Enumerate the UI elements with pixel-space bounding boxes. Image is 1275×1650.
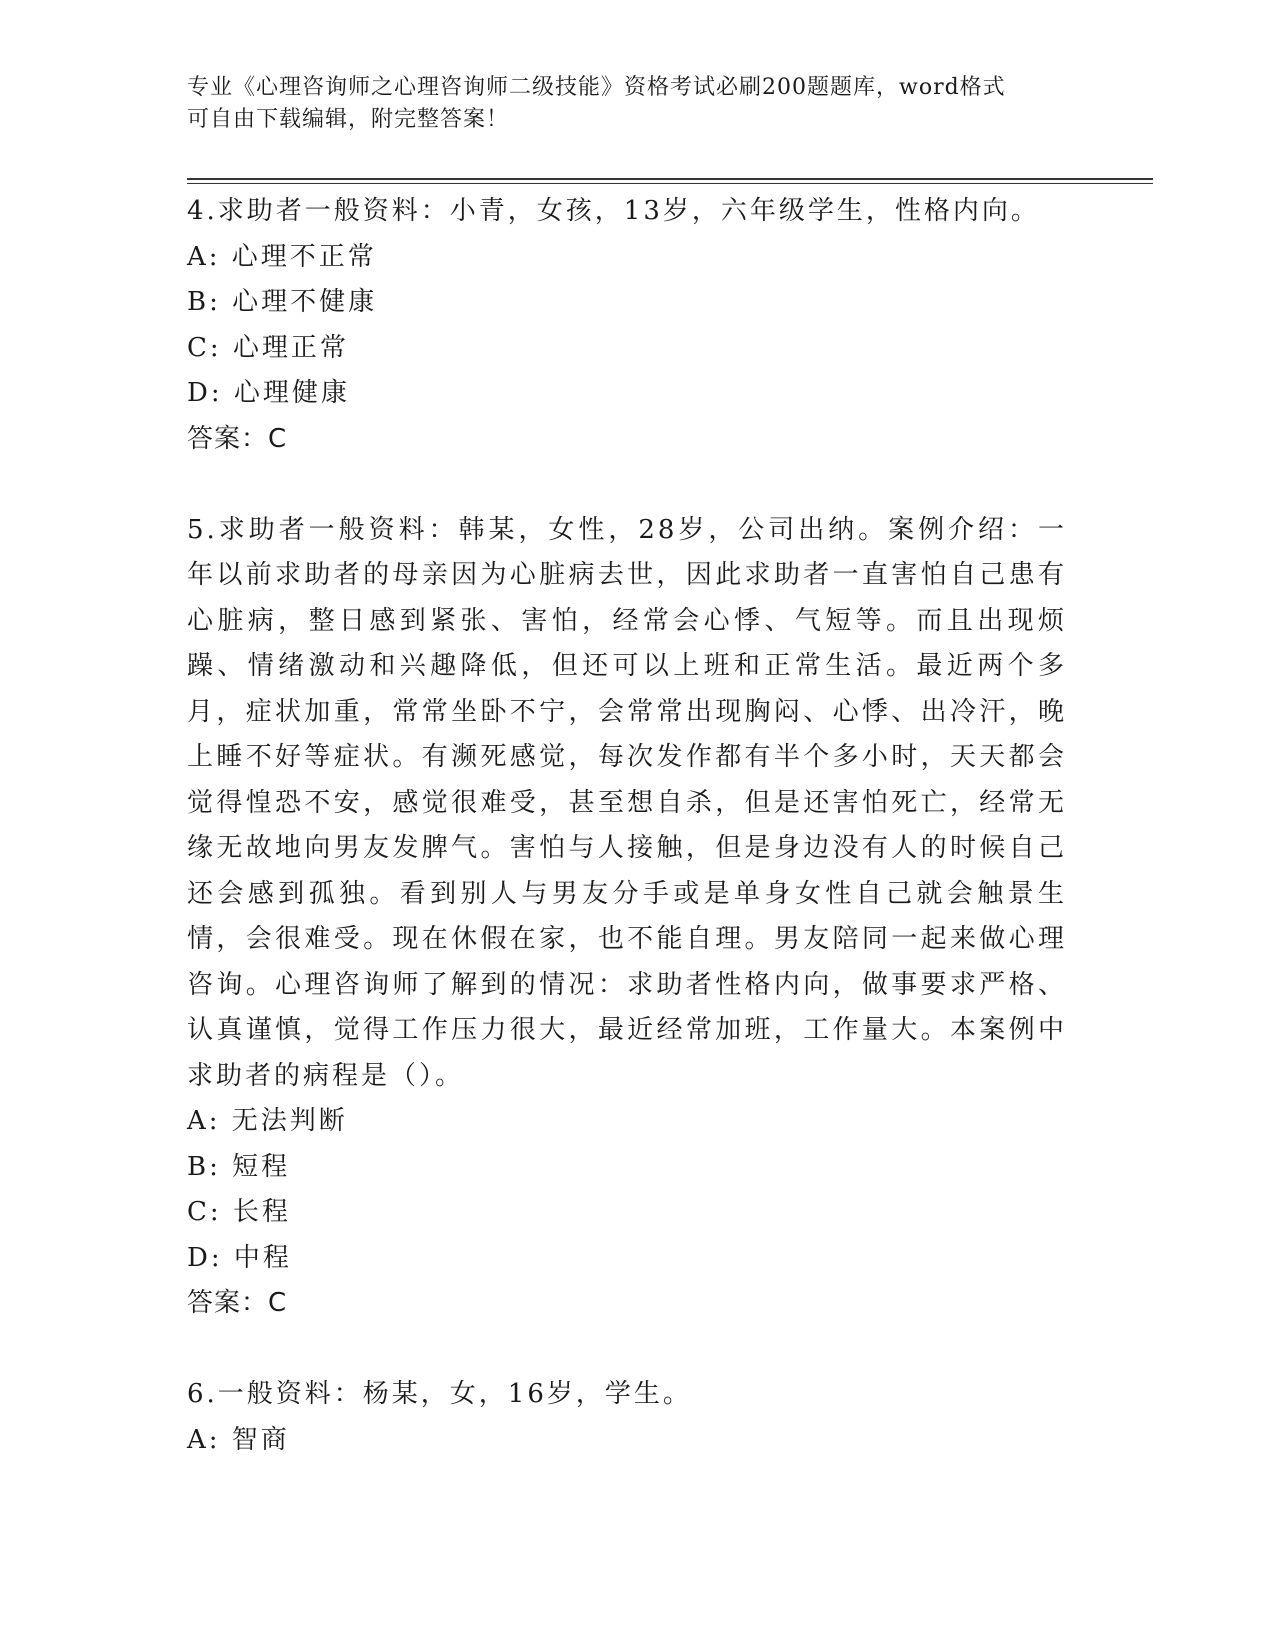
document-header [187,72,1067,136]
header-divider-thin [187,183,1153,184]
spacer [187,462,1067,508]
spacer [187,1327,1067,1373]
answer-line: 答案：C [187,423,288,454]
header-divider-thick [187,178,1153,180]
question-stem: 5.求助者一般资料：韩某，女性，28岁，公司出纳。案例介绍：一年以前求助者的母亲因为心脏病去世，因此求助者一直害怕自己患有心脏病，整日感到紧张、害怕，经常会心悸、气短等。而且出现烦躁、情绪激动和兴趣降低，但还可以上班和正常生活。最近两个多月，症状加重，常常坐卧不宁，会常常出现胸闷、心悸、出冷汗，晚上睡不好等症状。有濒死感觉，每次发作都有半个多小时，天天都会觉得惶恐不安，感觉很难受，甚至想自杀，但是还害怕死亡，经常无缘无故地向男友发脾气。害怕与人接触，但是身边没有人的时候自己还会感到孤独。看到别人与男友分手或是单身女性自己就会触景生情，会很难受。现在休假在家，也不能自理。男友陪同一起来做心理咨询。心理咨询师了解到的情况：求助者性格内向，做事要求严格、认真谨慎，觉得工作压力很大，最近经常加班，工作量大。本案例中求助者的病程是（）。 [187,514,1067,1091]
question-list [187,189,1067,1463]
question-5 [187,508,1067,1327]
option-b: B: 短程 [187,1151,291,1182]
answer-line: 答案：C [187,1288,288,1318]
option-a: A: 无法判断 [187,1106,348,1136]
option-a: A: 心理不正常 [187,241,377,272]
question-4 [187,189,1067,462]
option-c: C: 长程 [187,1197,291,1227]
question-stem: 6.一般资料：杨某，女，16岁，学生。 [187,1379,692,1409]
option-a: A: 智商 [187,1424,290,1455]
option-d: D: 中程 [187,1242,292,1273]
header-line-2: 可自由下载编辑，附完整答案！ [187,107,510,132]
question-6 [187,1372,1067,1463]
option-d: D: 心理健康 [187,378,350,408]
header-line-1: 专业《心理咨询师之心理咨询师二级技能》资格考试必刷200题题库，word格式 [187,75,1006,100]
question-stem: 4.求助者一般资料：小青，女孩，13岁，六年级学生，性格内向。 [187,196,1040,226]
option-c: C: 心理正常 [187,332,349,363]
option-b: B: 心理不健康 [187,287,378,317]
